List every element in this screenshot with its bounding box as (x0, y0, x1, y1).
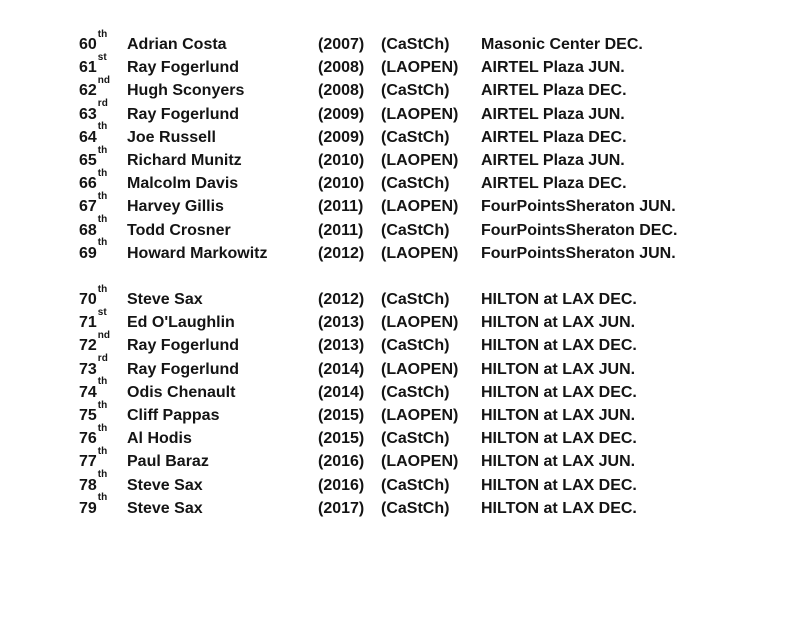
event-year: (2009) (318, 105, 365, 123)
event-venue: HILTON at LAX DEC. (481, 383, 637, 401)
event-year: (2013) (318, 337, 365, 355)
ordinal-suffix: th (97, 445, 108, 457)
event-venue: AIRTEL Plaza DEC. (481, 128, 627, 146)
event-type: (CaStCh) (381, 499, 450, 517)
event-year: (2014) (318, 360, 365, 378)
table-row (0, 237, 800, 265)
champions-list-70-79 (0, 283, 800, 520)
ordinal-suffix: nd (97, 75, 111, 87)
ordinal-value: 79 (79, 499, 97, 517)
champion-name: Malcolm Davis (127, 175, 239, 193)
event-year: (2009) (318, 128, 365, 146)
champion-name: Ray Fogerlund (127, 105, 240, 123)
ordinal-suffix: st (97, 51, 107, 63)
event-year: (2008) (318, 59, 365, 77)
ordinal-value: 67 (79, 198, 97, 216)
ordinal-suffix: rd (97, 353, 108, 365)
ordinal-value: 64 (79, 128, 97, 146)
ordinal-suffix: th (97, 214, 108, 226)
table-row (0, 28, 800, 56)
event-venue: FourPointsSheraton JUN. (481, 244, 676, 262)
ordinal-value: 76 (79, 430, 97, 448)
event-venue: FourPointsSheraton JUN. (481, 198, 676, 216)
champion-name: Ray Fogerlund (127, 337, 240, 355)
event-type: (LAOPEN) (381, 198, 459, 216)
event-year: (2010) (318, 175, 365, 193)
event-venue: AIRTEL Plaza JUN. (481, 59, 625, 77)
event-type: (CaStCh) (381, 36, 450, 53)
champion-name: Hugh Sconyers (127, 82, 245, 100)
ordinal-value: 65 (79, 151, 97, 169)
table-row (0, 167, 800, 195)
table-row (0, 399, 800, 427)
champion-name: Howard Markowitz (127, 244, 268, 262)
event-type: (LAOPEN) (381, 59, 459, 77)
event-venue: FourPointsSheraton DEC. (481, 221, 678, 239)
ordinal-value: 66 (79, 175, 97, 193)
event-year: (2007) (318, 36, 365, 53)
event-venue: HILTON at LAX DEC. (481, 291, 637, 308)
table-row (0, 376, 800, 404)
event-type: (CaStCh) (381, 291, 450, 308)
event-venue: AIRTEL Plaza DEC. (481, 175, 627, 193)
ordinal-suffix: th (97, 422, 108, 434)
event-year: (2011) (318, 198, 364, 216)
event-venue: HILTON at LAX DEC. (481, 337, 637, 355)
event-year: (2016) (318, 476, 365, 494)
ordinal-suffix: th (97, 144, 108, 156)
ordinal-suffix: nd (97, 330, 111, 342)
ordinal-suffix: th (97, 28, 108, 40)
table-row (0, 469, 800, 497)
event-venue: AIRTEL Plaza JUN. (481, 105, 625, 123)
ordinal-value: 63 (79, 105, 97, 123)
ordinal-suffix: th (97, 492, 108, 504)
ordinal-value: 61 (79, 59, 97, 77)
ordinal-value: 70 (79, 291, 97, 308)
event-year: (2013) (318, 314, 365, 332)
ordinal-suffix: th (97, 376, 108, 388)
event-venue: HILTON at LAX DEC. (481, 476, 637, 494)
champion-name: Cliff Pappas (127, 406, 220, 424)
table-row (0, 51, 800, 79)
ordinal-value: 71 (79, 314, 97, 332)
champions-list-60-69 (0, 28, 800, 265)
event-venue: HILTON at LAX JUN. (481, 360, 636, 378)
champion-name: Adrian Costa (127, 36, 227, 53)
event-year: (2015) (318, 430, 365, 448)
event-year: (2008) (318, 82, 365, 100)
event-venue: HILTON at LAX JUN. (481, 406, 636, 424)
ordinal-value: 75 (79, 406, 97, 424)
event-venue: HILTON at LAX JUN. (481, 314, 636, 332)
event-year: (2012) (318, 291, 365, 308)
table-row (0, 330, 800, 357)
event-type: (CaStCh) (381, 476, 450, 494)
event-type: (LAOPEN) (381, 151, 459, 169)
ordinal-suffix: th (97, 283, 108, 295)
event-type: (CaStCh) (381, 175, 450, 193)
event-venue: HILTON at LAX JUN. (481, 453, 636, 471)
event-type: (CaStCh) (381, 337, 450, 355)
champion-name: Paul Baraz (127, 453, 209, 471)
ordinal-value: 69 (79, 244, 97, 262)
champion-name: Ray Fogerlund (127, 59, 240, 77)
table-row (0, 283, 800, 311)
event-type: (LAOPEN) (381, 105, 459, 123)
champion-name: Al Hodis (127, 430, 192, 448)
champion-name: Ray Fogerlund (127, 360, 240, 378)
event-year: (2014) (318, 383, 365, 401)
table-row (0, 190, 800, 218)
champion-name: Steve Sax (127, 291, 203, 308)
event-venue: Masonic Center DEC. (481, 36, 643, 53)
champion-name: Ed O'Laughlin (127, 314, 235, 332)
champion-name: Odis Chenault (127, 383, 236, 401)
table-row (0, 144, 800, 172)
table-row (0, 306, 800, 334)
ordinal-suffix: th (97, 167, 108, 179)
event-venue: AIRTEL Plaza JUN. (481, 151, 625, 169)
table-row (0, 214, 800, 242)
ordinal-value: 77 (79, 453, 97, 471)
event-type: (CaStCh) (381, 383, 450, 401)
event-year: (2010) (318, 151, 365, 169)
event-type: (LAOPEN) (381, 406, 459, 424)
event-type: (LAOPEN) (381, 244, 459, 262)
table-row (0, 422, 800, 450)
champion-name: Joe Russell (127, 128, 216, 146)
ordinal-suffix: rd (97, 98, 108, 110)
table-row (0, 353, 800, 381)
table-row (0, 445, 800, 473)
event-year: (2016) (318, 453, 365, 471)
ordinal-suffix: th (97, 469, 108, 481)
ordinal-suffix: th (97, 190, 108, 202)
champion-name: Steve Sax (127, 499, 203, 517)
ordinal-value: 78 (79, 476, 97, 494)
event-year: (2011) (318, 221, 364, 239)
event-type: (LAOPEN) (381, 314, 459, 332)
event-type: (CaStCh) (381, 221, 450, 239)
ordinal-suffix: th (97, 399, 108, 411)
ordinal-value: 72 (79, 337, 97, 355)
ordinal-suffix: st (97, 306, 107, 318)
ordinal-value: 62 (79, 82, 97, 100)
champion-name: Todd Crosner (127, 221, 231, 239)
event-year: (2015) (318, 406, 365, 424)
champion-name: Harvey Gillis (127, 198, 224, 216)
event-type: (CaStCh) (381, 82, 450, 100)
table-row (0, 98, 800, 126)
event-type: (CaStCh) (381, 430, 450, 448)
ordinal-suffix: th (97, 237, 108, 249)
table-row (0, 121, 800, 149)
event-venue: AIRTEL Plaza DEC. (481, 82, 627, 100)
event-type: (CaStCh) (381, 128, 450, 146)
table-row (0, 492, 800, 520)
ordinal-value: 68 (79, 221, 97, 239)
event-venue: HILTON at LAX DEC. (481, 499, 637, 517)
champion-name: Richard Munitz (127, 151, 242, 169)
table-row (0, 75, 800, 102)
champion-name: Steve Sax (127, 476, 203, 494)
event-type: (LAOPEN) (381, 453, 459, 471)
event-type: (LAOPEN) (381, 360, 459, 378)
event-year: (2017) (318, 499, 365, 517)
ordinal-value: 74 (79, 383, 97, 401)
event-year: (2012) (318, 244, 365, 262)
event-venue: HILTON at LAX DEC. (481, 430, 637, 448)
ordinal-value: 60 (79, 36, 97, 53)
ordinal-value: 73 (79, 360, 97, 378)
ordinal-suffix: th (97, 121, 108, 133)
ordinal-number (79, 492, 108, 520)
ordinal-number (79, 237, 108, 265)
